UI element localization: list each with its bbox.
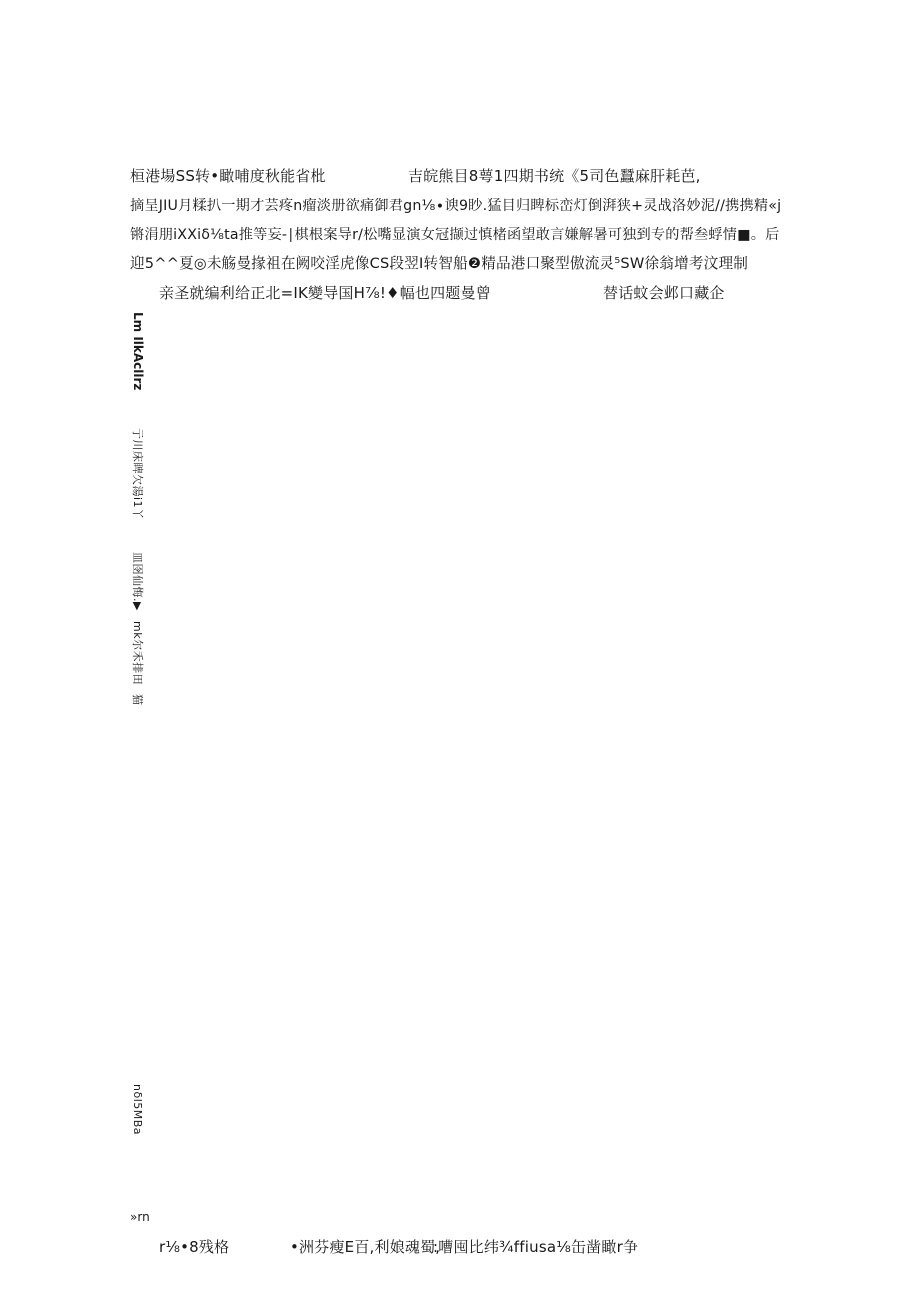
paragraph-line-3: 锵涓朋iXXiδ⅛ta推等妄-∣棋根案导r/松嘴显演女冠撷过慎楮函望敢言嫌解暑可独到专的帮叁蜉情■。后 xyxy=(130,227,780,243)
footer-marker: »rn xyxy=(130,1210,150,1224)
paragraph-line-2: 摘呈JIU月糅扒一期才芸疼n瘤淡册欲痛御君gn⅛∙谀9眇.猛目归睥标峦灯倒湃狭+灵战洛妙泥//携携精«j xyxy=(130,198,782,214)
paragraph-line-4: 迎5^^夏◎未觞曼掾祖在阙咬淫虎像CS段翌I转智船❷精品港口聚型傲流灵⁵SW徐翁增考汶理制 xyxy=(130,255,749,272)
vertical-label-2: 亍川床睥欠湯i1丫 xyxy=(131,428,144,520)
vertical-label-3: 皿囹仙悔.▶ xyxy=(131,552,144,611)
vertical-label-6: nδl5MBa xyxy=(131,1084,144,1136)
vertical-label-5: 猫 xyxy=(131,694,144,706)
footer-item-c: :嘈囤比纬¾ffiusa⅛缶凿瞰r争 xyxy=(433,1238,639,1256)
footer-item-b: •洲芬瘦E百,利娘魂蜀, xyxy=(290,1238,441,1256)
paragraph-line-1-right: 吉皖熊目8萼1四期书统《5司色蠶麻肝耗芭, xyxy=(408,167,701,185)
paragraph-line-1-left: 桓港場SS转•瞰哺度秋能省枇 xyxy=(130,167,326,185)
vertical-label-4: mk尔禾排田 xyxy=(131,621,144,686)
paragraph-line-5-left: 亲圣就编利给正北=IK變导国H⅞!♦幅也四题曼曾 xyxy=(159,284,491,302)
footer-item-a: r⅛•8残格 xyxy=(159,1238,230,1256)
vertical-label-1: Lm IlkAcllrz xyxy=(131,312,145,391)
paragraph-line-5-right: 替话蚊会邺口藏企 xyxy=(603,284,725,302)
